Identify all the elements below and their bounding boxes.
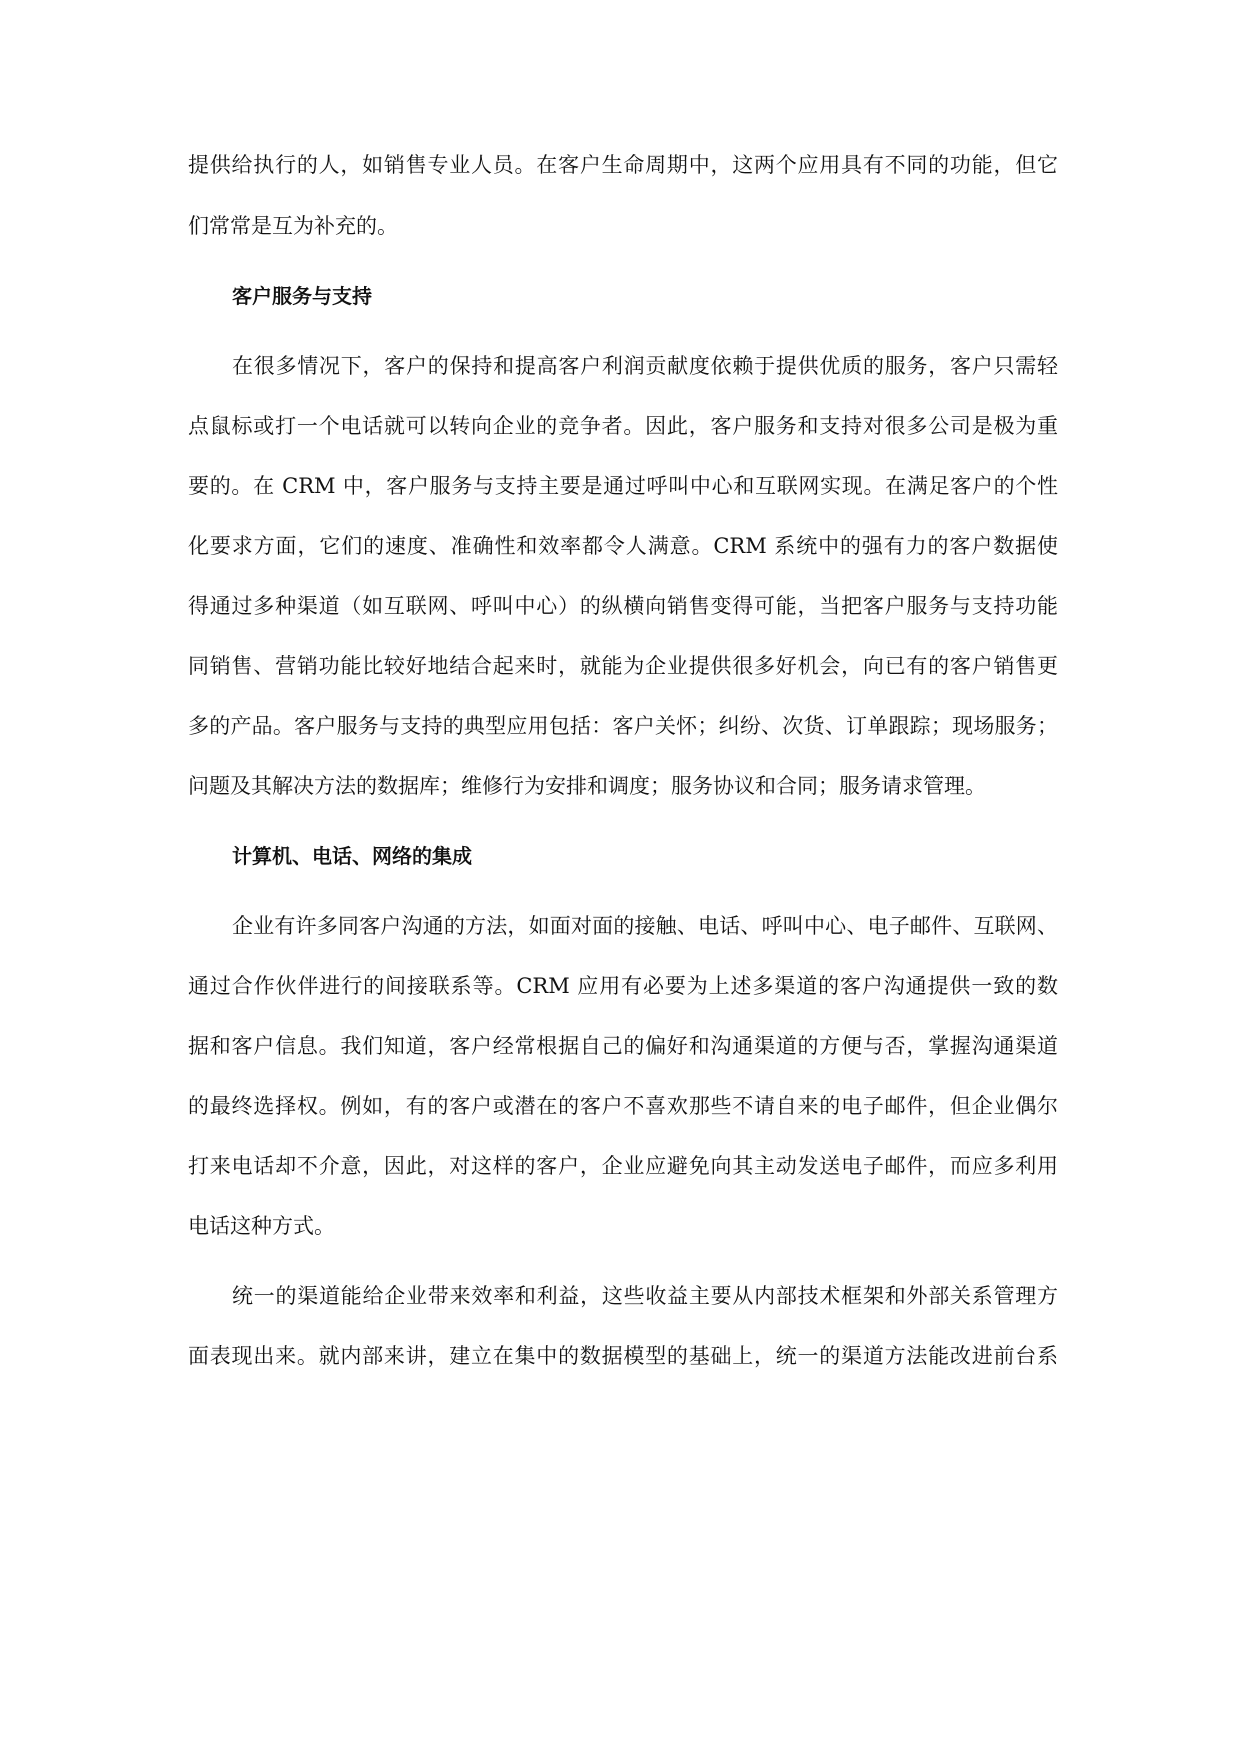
paragraph-line: 面表现出来。就内部来讲，建立在集中的数据模型的基础上，统一的渠道方法能改进前台系 bbox=[188, 1344, 1058, 1368]
paragraph-line: 据和客户信息。我们知道，客户经常根据自己的偏好和沟通渠道的方便与否，掌握沟通渠道 bbox=[188, 1034, 1058, 1058]
paragraph-line: 得通过多种渠道（如互联网、呼叫中心）的纵横向销售变得可能，当把客户服务与支持功能 bbox=[188, 594, 1058, 618]
paragraph-line: 企业有许多同客户沟通的方法，如面对面的接触、电话、呼叫中心、电子邮件、互联网、 bbox=[232, 914, 1058, 938]
paragraph-line: 统一的渠道能给企业带来效率和利益，这些收益主要从内部技术框架和外部关系管理方 bbox=[232, 1284, 1058, 1308]
paragraph-line: 化要求方面，它们的速度、准确性和效率都令人满意。CRM 系统中的强有力的客户数据使 bbox=[188, 534, 1058, 558]
paragraph-line: 通过合作伙伴进行的间接联系等。CRM 应用有必要为上述多渠道的客户沟通提供一致的数 bbox=[188, 974, 1058, 998]
paragraph-line: 多的产品。客户服务与支持的典型应用包括：客户关怀；纠纷、次货、订单跟踪；现场服务； bbox=[188, 714, 1058, 738]
paragraph-line: 的最终选择权。例如，有的客户或潜在的客户不喜欢那些不请自来的电子邮件，但企业偶尔 bbox=[188, 1094, 1058, 1118]
paragraph-line: 问题及其解决方法的数据库；维修行为安排和调度；服务协议和合同；服务请求管理。 bbox=[188, 774, 986, 798]
section-heading-integration: 计算机、电话、网络的集成 bbox=[232, 844, 472, 868]
paragraph-line: 提供给执行的人，如销售专业人员。在客户生命周期中，这两个应用具有不同的功能，但它 bbox=[188, 153, 1058, 177]
paragraph-line: 电话这种方式。 bbox=[188, 1214, 335, 1238]
paragraph-line: 们常常是互为补充的。 bbox=[188, 214, 398, 238]
section-heading-customer-service: 客户服务与支持 bbox=[232, 284, 372, 308]
paragraph-line: 点鼠标或打一个电话就可以转向企业的竞争者。因此，客户服务和支持对很多公司是极为重 bbox=[188, 414, 1058, 438]
paragraph-line: 在很多情况下，客户的保持和提高客户利润贡献度依赖于提供优质的服务，客户只需轻 bbox=[232, 354, 1058, 378]
paragraph-line: 要的。在 CRM 中，客户服务与支持主要是通过呼叫中心和互联网实现。在满足客户的个性 bbox=[188, 474, 1058, 498]
paragraph-line: 同销售、营销功能比较好地结合起来时，就能为企业提供很多好机会，向已有的客户销售更 bbox=[188, 654, 1058, 678]
paragraph-line: 打来电话却不介意，因此，对这样的客户，企业应避免向其主动发送电子邮件，而应多利用 bbox=[188, 1154, 1058, 1178]
